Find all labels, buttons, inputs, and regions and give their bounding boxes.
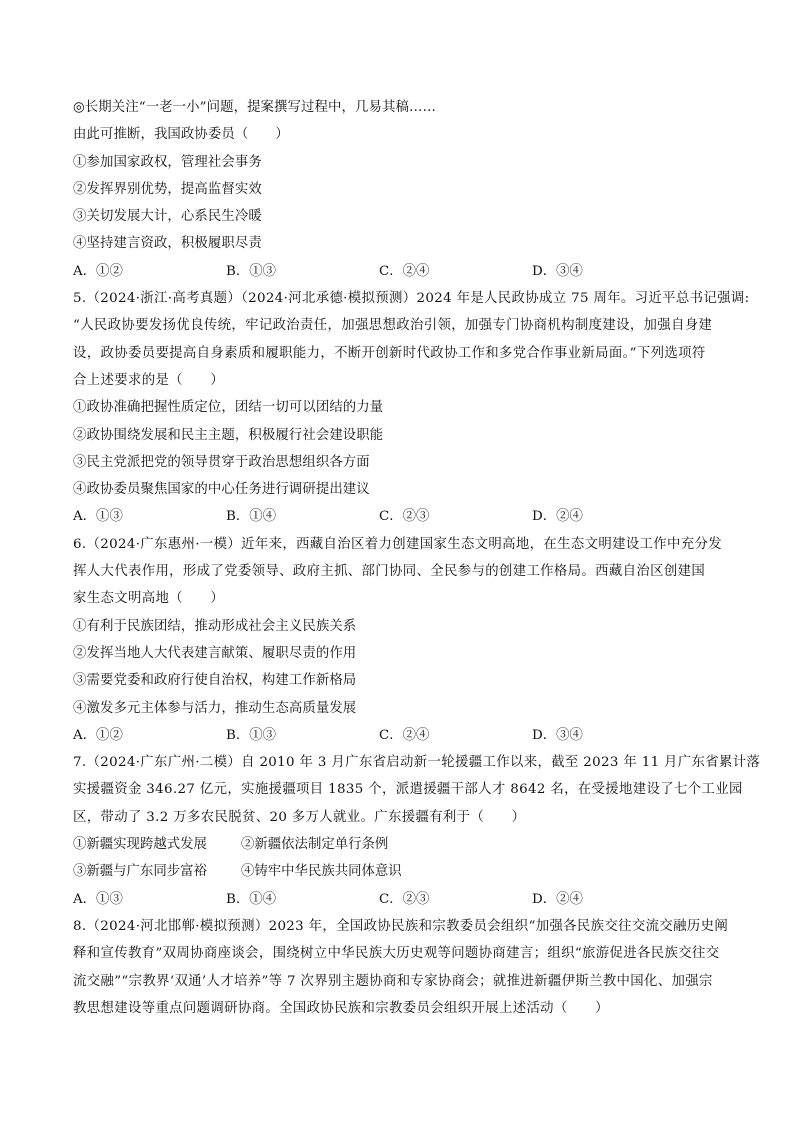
q6-choice-b[interactable]: B．①③ <box>226 727 277 743</box>
q6-option-3: ③需要党委和政府行使自治权，构建工作新格局 <box>73 673 357 689</box>
q5-answer-choices <box>73 503 722 530</box>
q6-stem-line-2: 挥人大代表作用，形成了党委领导、政府主抓、部门协同、全民参与的创建工作格局。西藏自治区创建国 <box>73 564 706 580</box>
q4-choice-a[interactable]: A．①② <box>73 263 123 279</box>
q6-answer-choices <box>73 722 722 749</box>
q4-option-1: ①参加国家政权，管理社会事务 <box>73 154 262 170</box>
q7-stem-line-3: 区，带动了 3.2 万多农民脱贫、20 多万人就业。广东援疆有利于（ ） <box>73 809 526 825</box>
q8-stem-line-2: 释和宣传教育”双周协商座谈会，围绕树立中华民族大历史观等问题协商建言；组织“旅游促进各民族交往交 <box>73 946 720 962</box>
intro-stem: 由此可推断，我国政协委员（ ） <box>73 127 289 143</box>
q7-choice-b[interactable]: B．①④ <box>226 891 277 907</box>
q7-choice-a[interactable]: A．①③ <box>73 891 123 907</box>
q4-option-2: ②发挥界别优势，提高监督实效 <box>73 181 262 197</box>
q7-option-4: ④铸牢中华民族共同体意识 <box>241 864 402 880</box>
q5-choice-b[interactable]: B．①④ <box>226 509 277 525</box>
q7-choice-d[interactable]: D．②④ <box>532 891 583 907</box>
q8-stem-line-3: 流交融”“宗教界‘双通’人才培养”等 7 次界别主题协商和专家协商会；就推进新疆伊斯兰教中国化、加强宗 <box>73 973 713 989</box>
q5-choice-d[interactable]: D．②④ <box>532 509 583 525</box>
q5-stem-line-4: 合上述要求的是（ ） <box>73 372 225 388</box>
q5-stem-line-1: 5.（2024·浙江·高考真题）（2024·河北承德·模拟预测）2024 年是人民政协成立 75 周年。习近平总书记强调: <box>73 291 750 307</box>
q5-stem-line-3: 设，政协委员要提高自身素质和履职能力，不断开创新时代政协工作和多党合作事业新局面。”下列选项符 <box>73 345 706 361</box>
q7-option-row-2 <box>73 858 722 885</box>
q4-choice-c[interactable]: C．②④ <box>379 263 430 279</box>
q4-answer-choices <box>73 258 722 285</box>
q7-answer-choices <box>73 886 722 913</box>
q6-choice-c[interactable]: C．②④ <box>379 727 430 743</box>
q6-option-1: ①有利于民族团结，推动形成社会主义民族关系 <box>73 618 357 634</box>
q7-option-row-1 <box>73 831 722 858</box>
q6-option-4: ④激发多元主体参与活力，推动生态高质量发展 <box>73 700 357 716</box>
q5-option-3: ③民主党派把党的领导贯穿于政治思想组织各方面 <box>73 454 370 470</box>
q6-choice-a[interactable]: A．①② <box>73 727 123 743</box>
q6-option-2: ②发挥当地人大代表建言献策、履职尽责的作用 <box>73 645 357 661</box>
q7-option-2: ②新疆依法制定单行条例 <box>241 837 389 853</box>
q5-choice-c[interactable]: C．②③ <box>379 509 430 525</box>
q4-choice-d[interactable]: D．③④ <box>532 263 583 279</box>
q4-choice-b[interactable]: B．①③ <box>226 263 277 279</box>
q5-option-4: ④政协委员聚焦国家的中心任务进行调研提出建议 <box>73 482 370 498</box>
q5-option-2: ②政协围绕发展和民主主题，积极履行社会建设职能 <box>73 427 384 443</box>
q7-option-3: ③新疆与广东同步富裕 <box>73 864 207 880</box>
q4-option-3: ③关切发展大计，心系民生冷暖 <box>73 209 262 225</box>
intro-line-1: ◎长期关注“一老一小”问题，提案撰写过程中，几易其稿…… <box>73 100 436 115</box>
q6-stem-line-3: 家生态文明高地（ ） <box>73 591 225 607</box>
q7-stem-line-1: 7.（2024·广东广州·二模）自 2010 年 3 月广东省启动新一轮援疆工作以来，截至 2023 年 11 月广东省累计落 <box>73 755 761 771</box>
q5-stem-line-2: “人民政协要发扬优良传统，牢记政治责任，加强思想政治引领，加强专门协商机构制度建设，加强自身建 <box>73 318 713 334</box>
q7-option-1: ①新疆实现跨越式发展 <box>73 837 207 853</box>
q5-option-1: ①政协准确把握性质定位，团结一切可以团结的力量 <box>73 400 384 416</box>
q4-option-4: ④坚持建言资政，积极履职尽责 <box>73 236 262 252</box>
q5-choice-a[interactable]: A．①③ <box>73 509 123 525</box>
q6-stem-line-1: 6.（2024·广东惠州·一模）近年来，西藏自治区着力创建国家生态文明高地，在生态文明建设工作中充分发 <box>73 536 723 552</box>
q7-choice-c[interactable]: C．②③ <box>379 891 430 907</box>
q7-stem-line-2: 实援疆资金 346.27 亿元，实施援疆项目 1835 个，派遣援疆干部人才 8642 名，在受援地建设了七个工业园 <box>73 782 743 798</box>
q8-stem-line-4: 教思想建设等重点问题调研协商。全国政协民族和宗教委员会组织开展上述活动（ ） <box>73 1000 609 1016</box>
q8-stem-line-1: 8.（2024·河北邯郸·模拟预测）2023 年，全国政协民族和宗教委员会组织“加强各民族交往交流交融历史阐 <box>73 918 729 934</box>
q6-choice-d[interactable]: D．③④ <box>532 727 583 743</box>
